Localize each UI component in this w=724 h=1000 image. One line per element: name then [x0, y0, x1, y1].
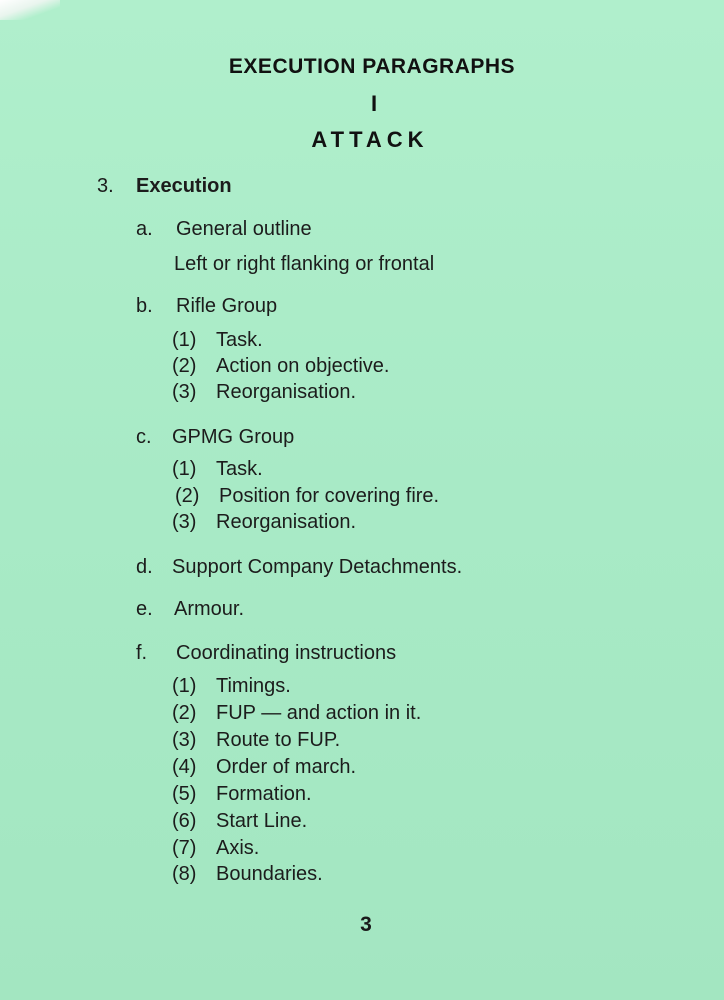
list-item-text: Timings. [216, 675, 291, 697]
item-a-letter: a. [136, 218, 153, 240]
list-item-text: Start Line. [216, 810, 308, 832]
list-item-text: Position for covering fire. [219, 485, 440, 507]
section-subtitle: ATTACK [311, 127, 429, 152]
list-item-text: Reorganisation. [216, 511, 357, 533]
item-d-label: Support Company Detachments. [172, 556, 463, 578]
item-b-letter: b. [136, 295, 153, 317]
page-number: 3 [360, 913, 372, 936]
list-item-text: Task. [216, 329, 263, 351]
item-c-label: GPMG Group [172, 426, 295, 448]
list-item-text: Boundaries. [216, 863, 323, 885]
item-f-label: Coordinating instructions [176, 642, 397, 664]
list-item-num: (1) [172, 675, 197, 697]
item-b-label: Rifle Group [176, 295, 278, 317]
list-item-text: Axis. [216, 837, 260, 859]
list-item-num: (6) [172, 810, 197, 832]
item-e-letter: e. [136, 598, 153, 620]
list-item-num: (1) [172, 458, 197, 480]
list-item-text: Route to FUP. [216, 729, 341, 751]
list-item-text: Action on objective. [216, 355, 390, 377]
section-number: 3. [97, 175, 114, 197]
list-item-num: (7) [172, 837, 197, 859]
list-item-num: (1) [172, 329, 197, 351]
item-a-note: Left or right flanking or frontal [174, 253, 435, 275]
page-title: EXECUTION PARAGRAPHS [228, 55, 516, 78]
item-e-label: Armour. [174, 598, 245, 620]
list-item-text: Reorganisation. [216, 381, 357, 403]
list-item-text: Formation. [216, 783, 312, 805]
list-item-num: (2) [172, 355, 197, 377]
list-item-num: (4) [172, 756, 197, 778]
item-c-letter: c. [136, 426, 152, 448]
list-item-num: (3) [172, 729, 197, 751]
list-item-num: (2) [175, 485, 200, 507]
part-numeral: I [370, 91, 378, 116]
torn-corner [0, 0, 60, 20]
list-item-num: (3) [172, 381, 197, 403]
list-item-text: Order of march. [216, 756, 357, 778]
list-item-text: Task. [216, 458, 263, 480]
list-item-num: (8) [172, 863, 197, 885]
list-item-text: FUP — and action in it. [216, 702, 422, 724]
list-item-num: (2) [172, 702, 197, 724]
section-heading: Execution [136, 175, 232, 197]
item-a-label: General outline [176, 218, 312, 240]
list-item-num: (3) [172, 511, 197, 533]
item-f-letter: f. [136, 642, 148, 664]
list-item-num: (5) [172, 783, 197, 805]
item-d-letter: d. [136, 556, 153, 578]
